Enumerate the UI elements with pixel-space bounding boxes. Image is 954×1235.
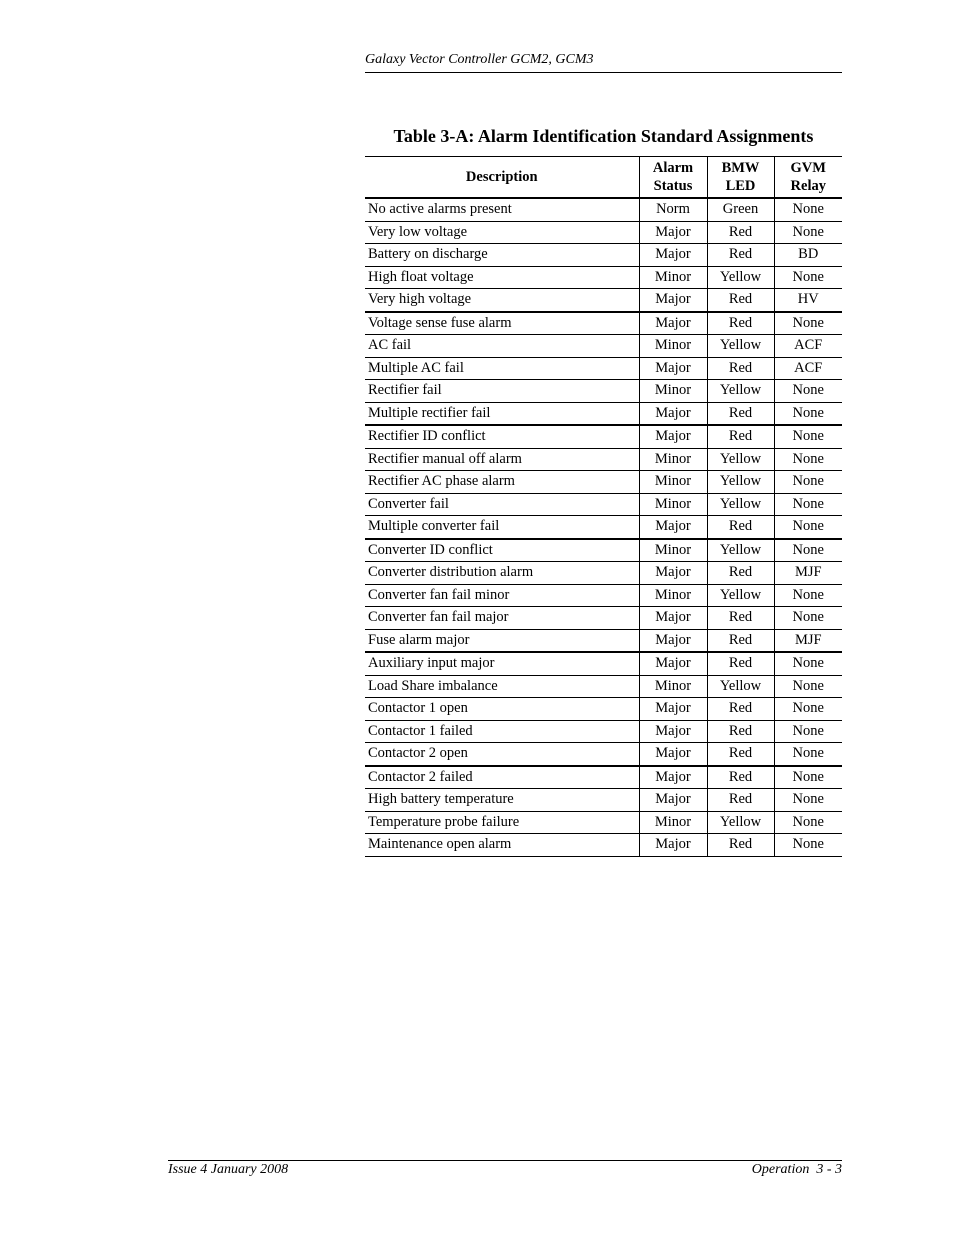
- cell-alarm-status: Minor: [639, 266, 707, 289]
- cell-bmw-led: Red: [707, 425, 774, 448]
- table-row: [365, 584, 842, 607]
- cell-alarm-status: Minor: [639, 675, 707, 698]
- table-row: [365, 539, 842, 562]
- cell-alarm-status: Major: [639, 629, 707, 652]
- cell-alarm-status: Major: [639, 357, 707, 380]
- alarm-assignments-table: [365, 156, 842, 857]
- cell-gvm-relay: HV: [774, 289, 842, 312]
- column-header-label-line1: Alarm: [652, 160, 694, 176]
- cell-description: Contactor 1 failed: [365, 720, 639, 743]
- cell-description: Multiple AC fail: [365, 357, 639, 380]
- cell-gvm-relay: None: [774, 380, 842, 403]
- cell-alarm-status: Major: [639, 698, 707, 721]
- cell-alarm-status: Minor: [639, 539, 707, 562]
- cell-description: Rectifier manual off alarm: [365, 448, 639, 471]
- cell-gvm-relay: BD: [774, 244, 842, 267]
- table-caption: Table 3-A: Alarm Identification Standard Assignments: [393, 126, 814, 146]
- cell-bmw-led: Red: [707, 766, 774, 789]
- cell-bmw-led: Green: [707, 198, 774, 221]
- cell-alarm-status: Major: [639, 516, 707, 539]
- cell-description: Fuse alarm major: [365, 629, 639, 652]
- cell-gvm-relay: None: [774, 834, 842, 857]
- cell-alarm-status: Major: [639, 743, 707, 766]
- column-header-label-line1: BMW: [721, 160, 760, 176]
- column-header-gvm-relay: [774, 157, 842, 199]
- cell-bmw-led: Red: [707, 244, 774, 267]
- cell-description: Converter fan fail minor: [365, 584, 639, 607]
- table-row: [365, 289, 842, 312]
- cell-gvm-relay: None: [774, 743, 842, 766]
- cell-gvm-relay: None: [774, 425, 842, 448]
- table-row: [365, 789, 842, 812]
- table-row: [365, 425, 842, 448]
- cell-bmw-led: Yellow: [707, 539, 774, 562]
- cell-alarm-status: Major: [639, 289, 707, 312]
- column-header-bmw-led: [707, 157, 774, 199]
- cell-alarm-status: Minor: [639, 811, 707, 834]
- table-row: [365, 357, 842, 380]
- cell-description: Rectifier fail: [365, 380, 639, 403]
- cell-bmw-led: Red: [707, 562, 774, 585]
- cell-gvm-relay: None: [774, 493, 842, 516]
- cell-description: Converter distribution alarm: [365, 562, 639, 585]
- cell-bmw-led: Yellow: [707, 335, 774, 358]
- cell-gvm-relay: None: [774, 198, 842, 221]
- cell-alarm-status: Minor: [639, 584, 707, 607]
- cell-bmw-led: Red: [707, 652, 774, 675]
- cell-bmw-led: Red: [707, 629, 774, 652]
- column-header-label-line1: GVM: [790, 160, 826, 176]
- table-row: [365, 493, 842, 516]
- footer-issue-date: Issue 4 January 2008: [168, 1162, 289, 1177]
- table-row: [365, 380, 842, 403]
- table-row: [365, 743, 842, 766]
- cell-alarm-status: Major: [639, 652, 707, 675]
- cell-gvm-relay: None: [774, 312, 842, 335]
- cell-description: Voltage sense fuse alarm: [365, 312, 639, 335]
- table-row: [365, 698, 842, 721]
- cell-alarm-status: Major: [639, 766, 707, 789]
- column-header-label-line2: Relay: [790, 178, 826, 194]
- table-row: [365, 266, 842, 289]
- header-rule: [365, 72, 842, 73]
- cell-bmw-led: Red: [707, 357, 774, 380]
- cell-gvm-relay: None: [774, 402, 842, 425]
- cell-alarm-status: Minor: [639, 335, 707, 358]
- table-row: [365, 607, 842, 630]
- cell-gvm-relay: MJF: [774, 629, 842, 652]
- cell-description: Converter fan fail major: [365, 607, 639, 630]
- table-row: [365, 402, 842, 425]
- cell-bmw-led: Red: [707, 720, 774, 743]
- table-row: [365, 629, 842, 652]
- cell-bmw-led: Yellow: [707, 811, 774, 834]
- table-row: [365, 335, 842, 358]
- cell-description: Contactor 2 open: [365, 743, 639, 766]
- cell-gvm-relay: MJF: [774, 562, 842, 585]
- cell-description: Multiple converter fail: [365, 516, 639, 539]
- cell-alarm-status: Minor: [639, 448, 707, 471]
- table-row: [365, 448, 842, 471]
- table-row: [365, 652, 842, 675]
- cell-bmw-led: Yellow: [707, 675, 774, 698]
- cell-description: Converter ID conflict: [365, 539, 639, 562]
- cell-description: Multiple rectifier fail: [365, 402, 639, 425]
- cell-gvm-relay: None: [774, 720, 842, 743]
- column-header-label: Description: [465, 169, 538, 185]
- cell-description: Battery on discharge: [365, 244, 639, 267]
- cell-gvm-relay: None: [774, 516, 842, 539]
- cell-alarm-status: Major: [639, 221, 707, 244]
- cell-bmw-led: Yellow: [707, 448, 774, 471]
- cell-bmw-led: Red: [707, 289, 774, 312]
- column-header-label-line2: LED: [725, 178, 756, 194]
- cell-gvm-relay: None: [774, 789, 842, 812]
- cell-gvm-relay: None: [774, 766, 842, 789]
- cell-alarm-status: Norm: [639, 198, 707, 221]
- cell-alarm-status: Major: [639, 834, 707, 857]
- cell-gvm-relay: None: [774, 652, 842, 675]
- cell-gvm-relay: None: [774, 221, 842, 244]
- table-header-row: [365, 157, 842, 199]
- cell-bmw-led: Red: [707, 698, 774, 721]
- running-header-title: Galaxy Vector Controller GCM2, GCM3: [365, 52, 594, 67]
- cell-alarm-status: Major: [639, 562, 707, 585]
- table-row: [365, 766, 842, 789]
- cell-bmw-led: Red: [707, 516, 774, 539]
- cell-description: Rectifier AC phase alarm: [365, 471, 639, 494]
- cell-bmw-led: Red: [707, 743, 774, 766]
- table-row: [365, 516, 842, 539]
- table-row: [365, 834, 842, 857]
- cell-description: Contactor 1 open: [365, 698, 639, 721]
- cell-bmw-led: Red: [707, 221, 774, 244]
- table-row: [365, 720, 842, 743]
- table-body: [365, 198, 842, 856]
- cell-alarm-status: Major: [639, 312, 707, 335]
- footer-rule: [168, 1160, 842, 1161]
- cell-gvm-relay: ACF: [774, 335, 842, 358]
- cell-bmw-led: Yellow: [707, 266, 774, 289]
- cell-gvm-relay: None: [774, 448, 842, 471]
- table-row: [365, 562, 842, 585]
- cell-bmw-led: Red: [707, 834, 774, 857]
- cell-description: Very low voltage: [365, 221, 639, 244]
- cell-alarm-status: Major: [639, 607, 707, 630]
- column-header-label-line2: Status: [653, 178, 693, 194]
- cell-alarm-status: Major: [639, 402, 707, 425]
- table-row: [365, 244, 842, 267]
- cell-description: Rectifier ID conflict: [365, 425, 639, 448]
- cell-description: High battery temperature: [365, 789, 639, 812]
- cell-alarm-status: Minor: [639, 380, 707, 403]
- cell-bmw-led: Yellow: [707, 471, 774, 494]
- cell-bmw-led: Red: [707, 402, 774, 425]
- cell-alarm-status: Major: [639, 425, 707, 448]
- table-row: [365, 198, 842, 221]
- table-row: [365, 811, 842, 834]
- cell-description: No active alarms present: [365, 198, 639, 221]
- cell-description: Very high voltage: [365, 289, 639, 312]
- cell-description: AC fail: [365, 335, 639, 358]
- table-row: [365, 312, 842, 335]
- table-header: [365, 157, 842, 199]
- cell-gvm-relay: None: [774, 675, 842, 698]
- cell-description: Auxiliary input major: [365, 652, 639, 675]
- cell-description: High float voltage: [365, 266, 639, 289]
- cell-gvm-relay: None: [774, 607, 842, 630]
- table-row: [365, 675, 842, 698]
- cell-gvm-relay: None: [774, 539, 842, 562]
- table-row: [365, 471, 842, 494]
- footer-page-number: Operation 3 - 3: [751, 1162, 842, 1177]
- cell-gvm-relay: None: [774, 811, 842, 834]
- cell-bmw-led: Red: [707, 789, 774, 812]
- cell-bmw-led: Yellow: [707, 380, 774, 403]
- cell-alarm-status: Minor: [639, 471, 707, 494]
- cell-alarm-status: Major: [639, 244, 707, 267]
- cell-gvm-relay: None: [774, 471, 842, 494]
- cell-description: Load Share imbalance: [365, 675, 639, 698]
- cell-bmw-led: Yellow: [707, 584, 774, 607]
- cell-alarm-status: Major: [639, 720, 707, 743]
- cell-description: Converter fail: [365, 493, 639, 516]
- cell-alarm-status: Minor: [639, 493, 707, 516]
- table-row: [365, 221, 842, 244]
- cell-alarm-status: Major: [639, 789, 707, 812]
- column-header-description: [365, 157, 639, 199]
- cell-bmw-led: Red: [707, 607, 774, 630]
- column-header-alarm-status: [639, 157, 707, 199]
- cell-gvm-relay: None: [774, 584, 842, 607]
- cell-gvm-relay: None: [774, 698, 842, 721]
- cell-bmw-led: Yellow: [707, 493, 774, 516]
- cell-gvm-relay: ACF: [774, 357, 842, 380]
- cell-description: Temperature probe failure: [365, 811, 639, 834]
- cell-bmw-led: Red: [707, 312, 774, 335]
- cell-gvm-relay: None: [774, 266, 842, 289]
- cell-description: Maintenance open alarm: [365, 834, 639, 857]
- cell-description: Contactor 2 failed: [365, 766, 639, 789]
